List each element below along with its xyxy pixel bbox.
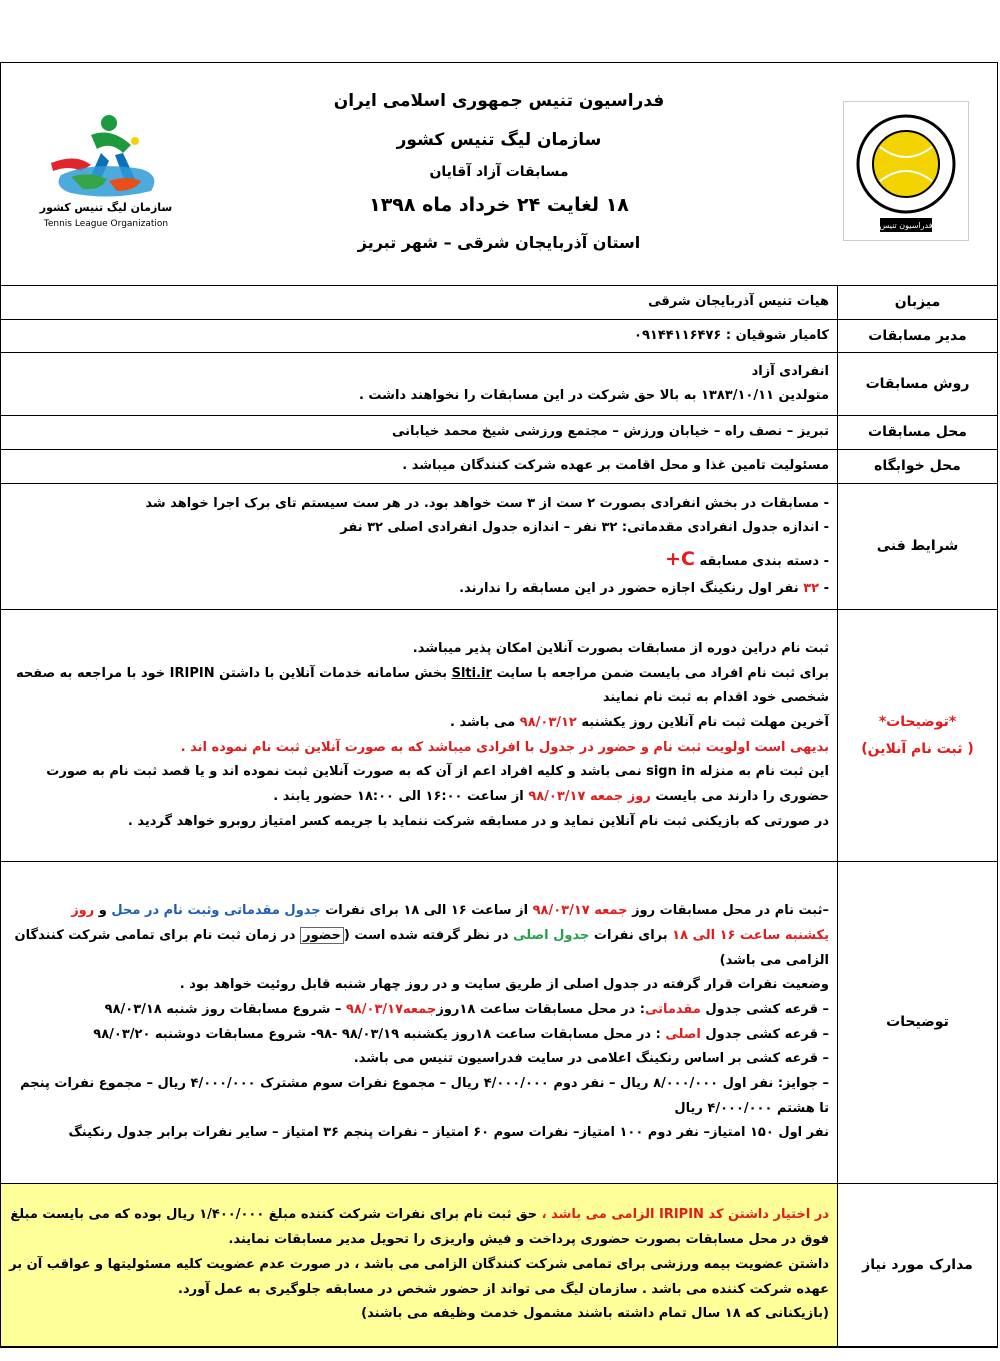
online-p4: بدیهی است اولویت ثبت نام و حضور در جدول با افرادی میباشد که به صورت آنلاین ثبت نام نموده اند . <box>180 739 829 755</box>
online-p5-date: ۹۸/۰۳/۱۷ <box>528 789 586 805</box>
category-value: C+ <box>665 547 695 570</box>
notes-line-7: – جوایز: نفر اول ۸/۰۰۰/۰۰۰ ریال – نفر دوم ۴/۰۰۰/۰۰۰ ریال – مجموع نفرات سوم مشترک ۴/۰۰۰/۰۰۰ ریال – مجموع نفرات پنجم تا هشتم ۴/۰۰۰/۰۰۰ ریال <box>20 1076 829 1116</box>
notes-line-8: نفر اول ۱۵۰ امتیاز– نفر دوم ۱۰۰ امتیاز– نفرات سوم ۶۰ امتیاز – نفرات پنجم ۳۶ امتیاز – سایر نفرات برابر جدول رنکینگ <box>68 1125 829 1141</box>
notes-l2-b: در نظر گرفته شده است ( <box>343 927 509 943</box>
ranking-count: ۳۲ <box>803 581 820 597</box>
technical-line-3 <box>9 541 829 577</box>
row-manager <box>1 319 997 353</box>
online-deadline: ۹۸/۰۳/۱۲ <box>519 715 577 730</box>
lodging-value: مسئولیت تامین غذا و محل اقامت بر عهده شرکت کنندگان میباشد . <box>1 450 838 484</box>
host-value: هیات تنیس آذربایجان شرقی <box>1 286 838 319</box>
online-p6: در صورتی که بازیکنی ثبت نام آنلاین نماید و در مسابقه شرکت ننماید با جریمه کسر امتیاز روبرو خواهد گردید . <box>127 813 829 829</box>
docs-p1 <box>9 1203 829 1252</box>
online-p5-fri: جمعه <box>589 789 624 805</box>
notes-l1-b: از ساعت ۱۶ الی ۱۸ برای نفرات <box>325 903 529 919</box>
notes-line-4 <box>9 998 829 1023</box>
manager-label: مدیر مسابقات <box>838 319 998 353</box>
notes-l2-green: جدول اصلی <box>513 927 590 943</box>
document-header <box>1 63 997 286</box>
online-p3-b: می باشد . <box>449 715 516 730</box>
notes-l2-red: یکشنبه ساعت ۱۶ الی ۱۸ <box>672 927 829 943</box>
online-p5 <box>9 760 829 809</box>
method-line-2: متولدین ۱۳۸۳/۱۰/۱۱ به بالا حق شرکت در این مسابقات را نخواهند داشت . <box>358 388 829 404</box>
row-docs <box>1 1184 997 1347</box>
technical-line-4 <box>9 577 829 602</box>
technical-label: شرایط فنی <box>838 484 998 610</box>
online-value <box>1 610 838 862</box>
notes-l1-date: ۹۸/۰۳/۱۷ <box>532 903 590 919</box>
notes-l2-c: در زمان ثبت نام برای تمامی شرکت کنندگان الزامی می باشد) <box>14 927 829 968</box>
online-p1: ثبت نام دراین دوره از مسابقات بصورت آنلاین امکان پذیر میباشد. <box>412 640 829 656</box>
notes-l1-c: و <box>98 903 107 919</box>
technical-line-1: - مسابقات در بخش انفرادی بصورت ۲ ست از ۳ ست خواهد بود. در هر ست سیستم تای برک اجرا خواهد شد <box>145 495 829 511</box>
notes-line-5 <box>9 1023 829 1048</box>
notes-l1-blue: جدول مقدماتی وثبت نام در محل <box>111 903 321 919</box>
online-p3-a: آخرین مهلت ثبت نام آنلاین روز یکشنبه <box>581 715 829 730</box>
federation-logo-ring-text <box>844 102 848 104</box>
notes-l5-red: اصلی <box>665 1026 701 1042</box>
method-value <box>1 353 838 416</box>
row-notes <box>1 862 997 1184</box>
league-title: سازمان لیگ تنیس کشور <box>396 130 602 150</box>
venue-label: محل مسابقات <box>838 416 998 450</box>
row-online <box>1 610 997 862</box>
document-frame <box>0 62 998 1348</box>
notes-line-3: وضعیت نفرات قرار گرفته در جدول اصلی از طریق سایت و در روز چهار شنبه قابل روئیت خواهد بود . <box>179 977 829 993</box>
row-method <box>1 353 997 416</box>
notes-l4-red: مقدماتی <box>644 1002 701 1017</box>
notes-l5-b: : در محل مسابقات ساعت ۱۸روز یکشنبه ۹۸/۰۳/۱۹ -۹۸- شروع مسابقات دوشنبه ۹۸/۰۳/۲۰ <box>93 1026 661 1042</box>
row-venue <box>1 416 997 450</box>
federation-logo <box>843 101 969 241</box>
competition-title: مسابقات آزاد آقایان <box>429 164 569 180</box>
docs-p1-red: در اختیار داشتن کد IRIPIN الزامی می باشد ، <box>541 1207 829 1223</box>
site-link[interactable]: Slti.ir <box>451 665 492 681</box>
docs-label: مدارک مورد نیاز <box>838 1184 998 1347</box>
lodging-label: محل خوابگاه <box>838 450 998 484</box>
method-label: روش مسابقات <box>838 353 998 416</box>
row-technical <box>1 484 997 610</box>
online-p2-b: بخش سامانه خدمات آنلاین با داشتن IRIPIN خود با مراجعه به صفحه شخصی خود اقدام به ثبت نام نمایند <box>15 665 829 706</box>
online-p2 <box>9 662 829 711</box>
notes-line-1 <box>9 899 829 924</box>
venue-value: تبریز – نصف راه – خیابان ورزش – مجتمع ورزشی شیخ محمد خیابانی <box>1 416 838 450</box>
online-p2-a: برای ثبت نام افراد می بایست ضمن مراجعه با سایت <box>496 665 829 681</box>
online-label <box>838 610 998 862</box>
notes-l1-a: –ثبت نام در محل مسابقات روز <box>632 903 829 919</box>
notes-l1-fri: جمعه <box>594 903 628 919</box>
category-label: - دسته بندی مسابقه <box>699 553 829 569</box>
ranking-text: نفر اول رنکینگ اجازه حضور در این مسابقه را ندارند. <box>459 581 799 597</box>
docs-p2: داشتن عضویت بیمه ورزشی برای تمامی شرکت کنندگان الزامی می باشد ، در صورت عدم عضویت کلیه مسئولیتها و عواقب آن بر عهده شرکت کننده می باشد . سازمان لیگ می تواند از حضور شخص در مسابقه جلوگیری به عمل آورد. <box>9 1256 829 1297</box>
competition-location: استان آذربایجان شرقی – شهر تبریز <box>357 233 641 252</box>
docs-value <box>1 1184 838 1347</box>
notes-l4-a: – قرعه کشی جدول <box>705 1002 829 1017</box>
notes-line-6: – قرعه کشی بر اساس رنکینگ اعلامی در سایت فدراسیون تنیس می باشد. <box>353 1051 829 1067</box>
federation-title: فدراسیون تنیس جمهوری اسلامی ایران <box>333 91 665 111</box>
technical-line-2: - اندازه جدول انفرادی مقدماتی: ۳۲ نفر – اندازه جدول انفرادی اصلی ۳۲ نفر <box>340 520 829 536</box>
host-label: میزبان <box>838 286 998 319</box>
notes-label: توضیحات <box>838 862 998 1184</box>
method-line-1: انفرادی آزاد <box>751 363 829 379</box>
league-logo-fa: سازمان لیگ تنیس کشور <box>39 201 173 214</box>
notes-l4-date: جمعه۹۸/۰۳/۱۷ <box>345 1002 437 1017</box>
notes-line-2 <box>9 924 829 973</box>
manager-value: کامیار شوقیان : ۰۹۱۴۴۱۱۶۴۷۶ <box>1 319 838 353</box>
info-table <box>1 286 997 1347</box>
league-logo <box>31 105 181 235</box>
notes-l4-b: : در محل مسابقات ساعت ۱۸روز <box>436 1002 645 1017</box>
online-p3 <box>9 711 829 736</box>
competition-dates: ۱۸ لغایت ۲۴ خرداد ماه ۱۳۹۸ <box>369 194 629 216</box>
online-p5-a: این ثبت نام به منزله sign in نمی باشد و کلیه افراد اعم از آن که به صورت آنلاین ثبت نموده اند و یا قصد ثبت نام به صورت حضوری را دارند می بایست <box>46 764 829 805</box>
technical-value <box>1 484 838 610</box>
notes-l2-a: برای نفرات <box>593 927 668 943</box>
docs-p1-b: حق ثبت نام برای نفرات شرکت کننده مبلغ ۱/۴۰۰/۰۰۰ ریال بوده که می بایست مبلغ فوق در محل مسابقات بصورت حضوری پرداخت و فیش واریزی را تحویل مدیر مسابقات نمایند. <box>10 1207 829 1248</box>
notes-l1-day: روز <box>71 903 95 919</box>
row-host <box>1 286 997 319</box>
federation-logo-fa: فدراسیون تنیس <box>879 221 933 230</box>
notes-l4-c: – شروع مسابقات روز شنبه ۹۸/۰۳/۱۸ <box>104 1002 342 1017</box>
online-label-sub: ( ثبت نام آنلاین) <box>861 740 974 757</box>
row-lodging <box>1 450 997 484</box>
online-label-title: *توضیحات* <box>878 714 957 731</box>
docs-p3: (بازیکنانی که ۱۸ سال تمام داشته باشند مشمول خدمت وظیفه می باشند) <box>361 1306 829 1322</box>
notes-value <box>1 862 838 1184</box>
online-p5-b: از ساعت ۱۶:۰۰ الی ۱۸:۰۰ حضور یابند . <box>273 789 524 805</box>
ranking-dash: - <box>823 581 829 597</box>
league-logo-en: Tennis League Organization <box>43 219 169 229</box>
notes-l5-a: – قرعه کشی جدول <box>705 1026 829 1042</box>
online-p5-day: روز <box>627 789 651 805</box>
notes-l2-box: حضور <box>300 927 344 944</box>
